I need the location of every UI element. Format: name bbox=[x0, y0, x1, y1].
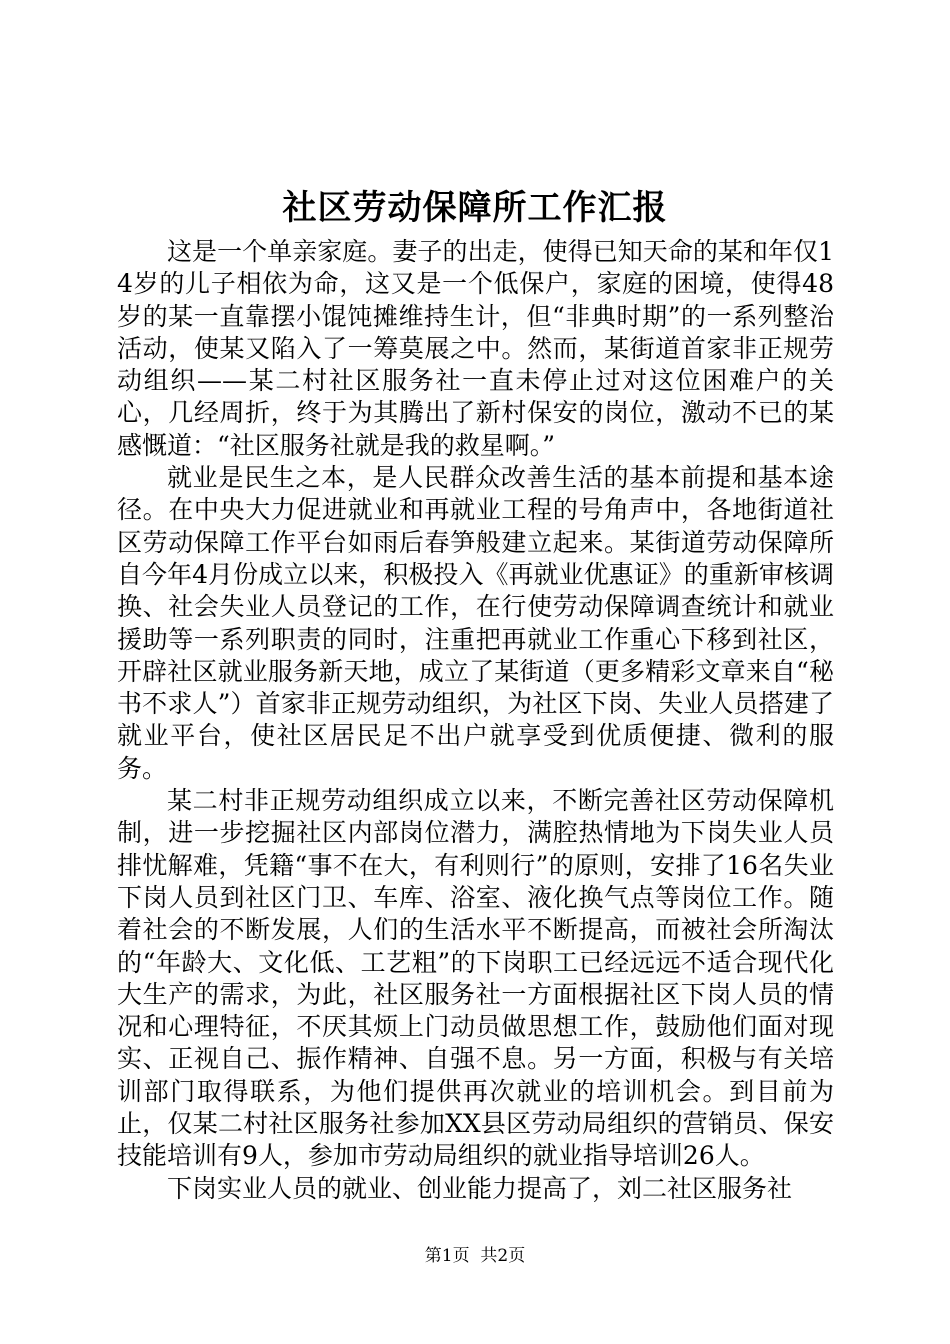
page-number-footer: 第1页 共2页 bbox=[424, 1246, 526, 1266]
paragraph-4: 下岗实业人员的就业、创业能力提高了，刘二社区服务社 bbox=[167, 1173, 793, 1203]
paragraph-2: 就业是民生之本，是人民群众改善生活的基本前提和基本途径。在中央大力促进就业和再就业工程的号角声中，各地街道社区劳动保障工作平台如雨后春笋般建立起来。某街道劳动保障所自今年4月份成立以来，积极投入《再就业优惠证》的重新审核调换、社会失业人员登记的工作，在行使劳动保障调查统计和就业援助等一系列职责的同时，注重把再就业工作重心下移到社区，开辟社区就业服务新天地，成立了某街道（更多精彩文章来自“秘书不求人”）首家非正规劳动组织，为社区下岗、失业人员搭建了就业平台，使社区居民足不出户就享受到优质便捷、微利的服务。 bbox=[117, 463, 834, 783]
document-title: 社区劳动保障所工作汇报 bbox=[282, 188, 668, 228]
document-body bbox=[117, 236, 834, 1205]
paragraph-1: 这是一个单亲家庭。妻子的出走，使得已知天命的某和年仅14岁的儿子相依为命，这又是一个低保户，家庭的困境，使得48岁的某一直靠摆小馄饨摊维持生计，但“非典时期”的一系列整治活动，使某又陷入了一筹莫展之中。然而，某街道首家非正规劳动组织——某二村社区服务社一直未停止过对这位困难户的关心，几经周折，终于为其腾出了新村保安的岗位，激动不已的某感慨道：“社区服务社就是我的救星啊。” bbox=[117, 237, 834, 460]
paragraph-3: 某二村非正规劳动组织成立以来，不断完善社区劳动保障机制，进一步挖掘社区内部岗位潜力，满腔热情地为下岗失业人员排忧解难，凭籍“事不在大，有利则行”的原则，安排了16名失业下岗人员到社区门卫、车库、浴室、液化换气点等岗位工作。随着社会的不断发展，人们的生活水平不断提高，而被社会所淘汰的“年龄大、文化低、工艺粗”的下岗职工已经远远不适合现代化大生产的需求，为此，社区服务社一方面根据社区下岗人员的情况和心理特征，不厌其烦上门动员做思想工作，鼓励他们面对现实、正视自己、振作精神、自强不息。另一方面，积极与有关培训部门取得联系，为他们提供再次就业的培训机会。到目前为止，仅某二村社区服务社参加XX县区劳动局组织的营销员、保安技能培训有9人，参加市劳动局组织的就业指导培训26人。 bbox=[117, 786, 834, 1171]
